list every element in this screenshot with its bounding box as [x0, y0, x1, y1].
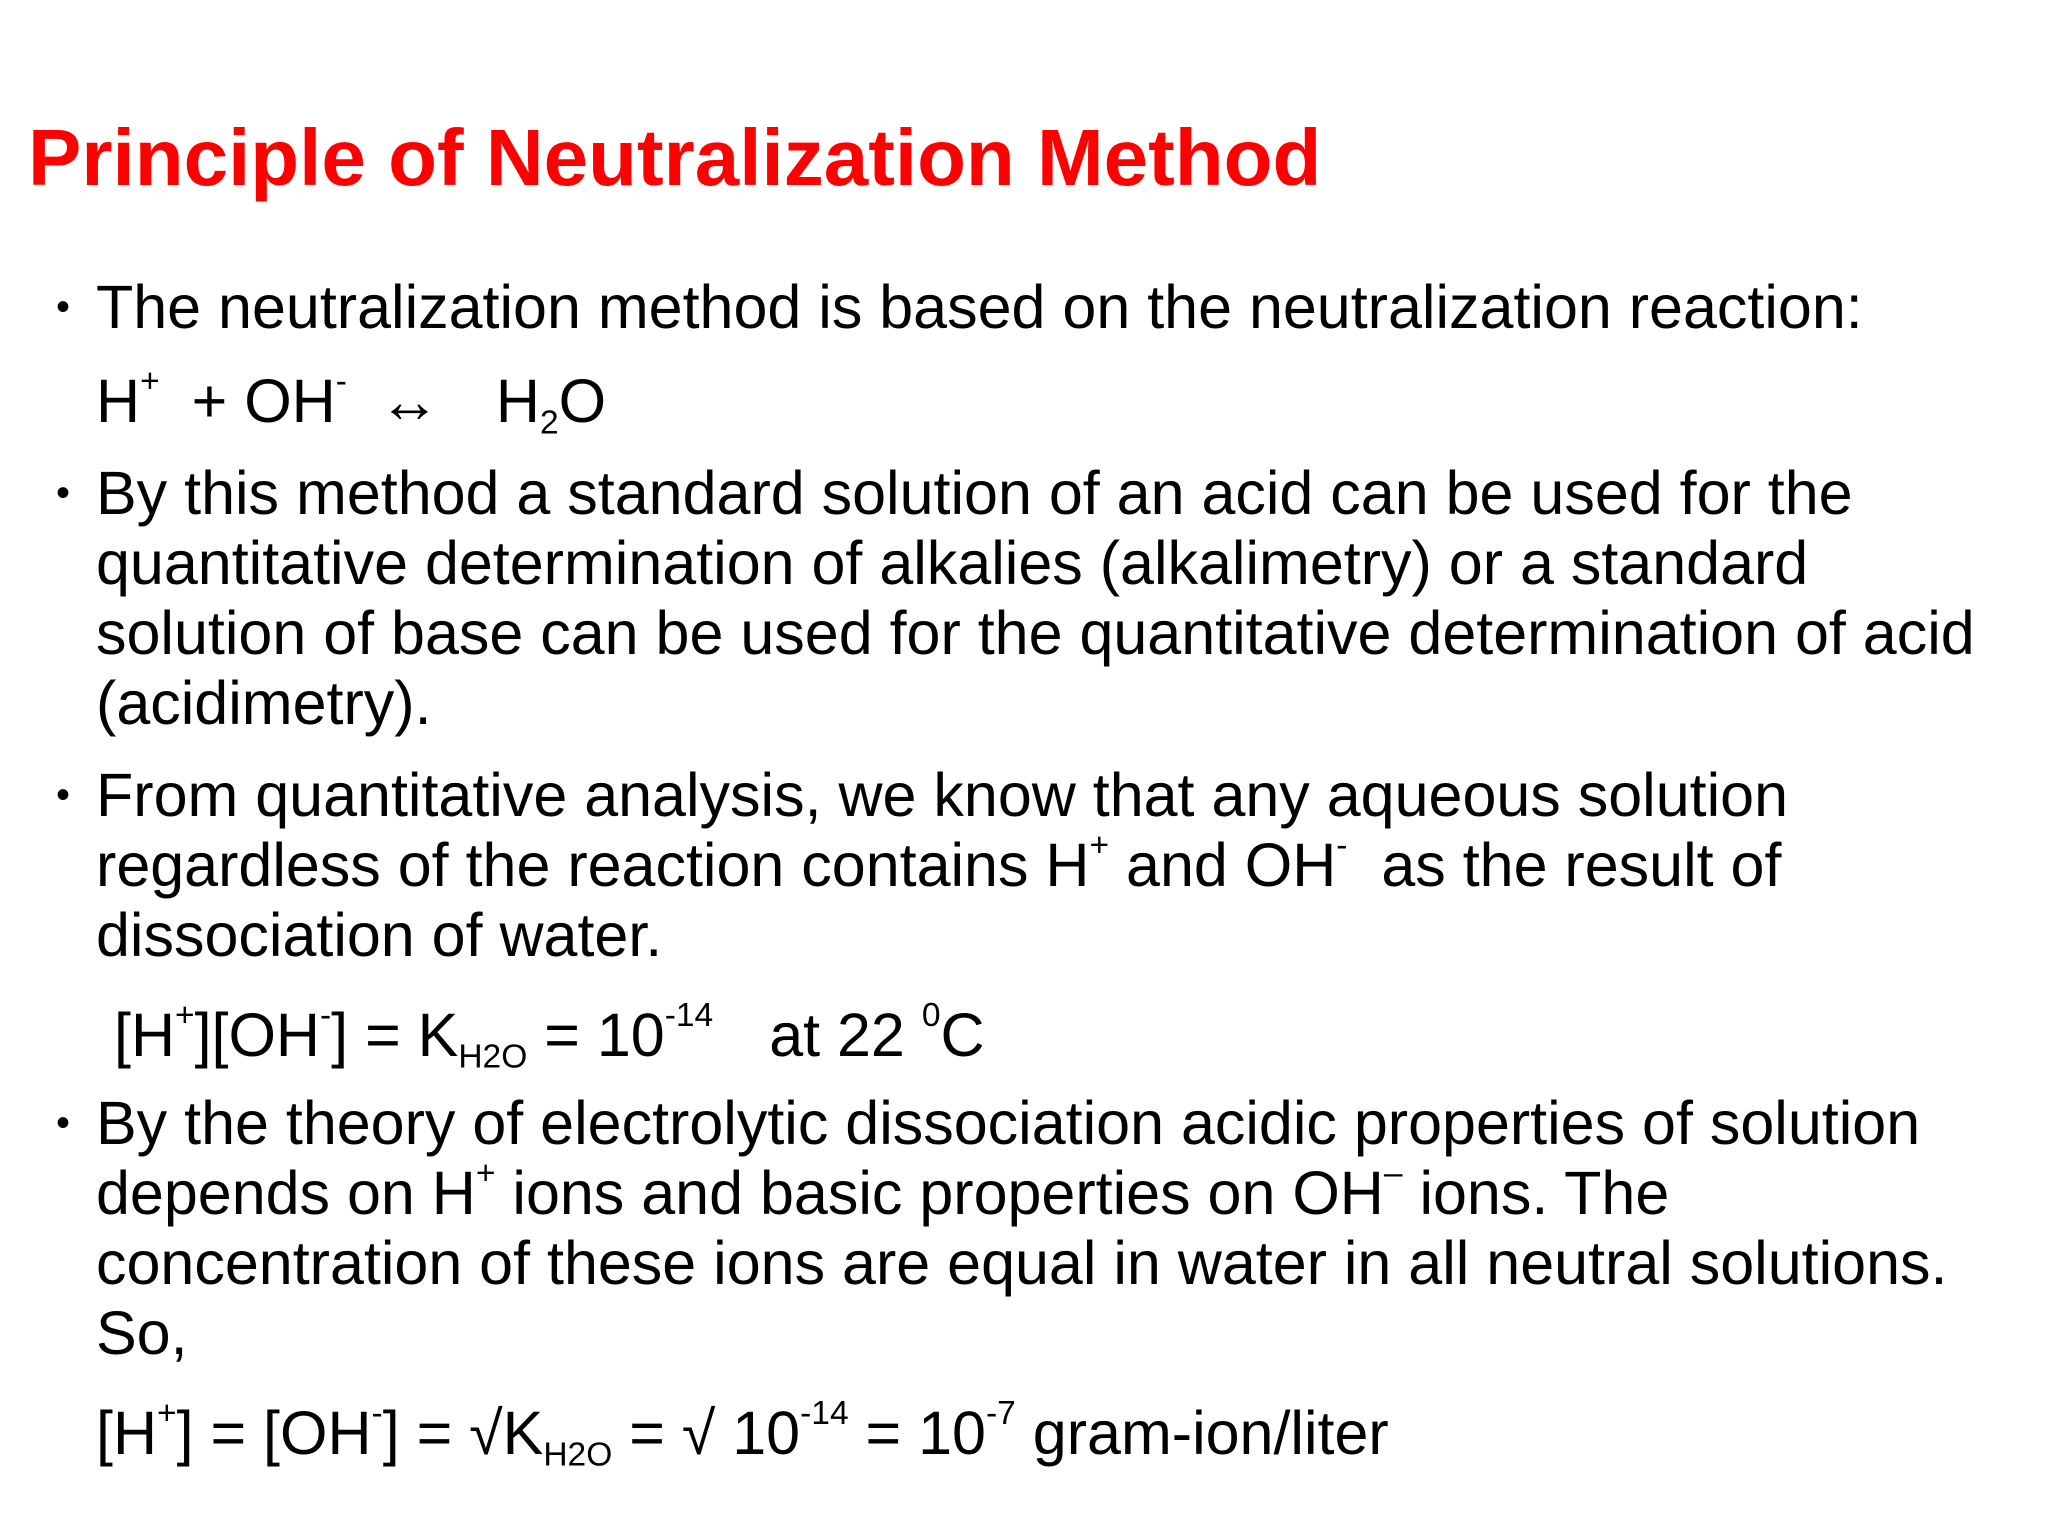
formula-sup: + — [157, 1394, 177, 1432]
superscript: - — [1336, 826, 1348, 864]
formula-sup: -14 — [800, 1394, 849, 1432]
formula-text: ] = K — [331, 1001, 459, 1069]
formula-sup: -14 — [664, 996, 714, 1034]
formula-text: = 10 — [848, 1399, 986, 1467]
bullet-standard-solution — [56, 458, 2016, 738]
arrow-symbol: ↔ — [378, 367, 440, 435]
formula-text: gram-ion/liter — [1015, 1399, 1389, 1467]
bullet-quantitative-analysis — [56, 760, 2016, 970]
bullet-dot: • — [56, 773, 71, 817]
bullet-text: ions and basic properties on OH — [495, 1159, 1384, 1227]
bullet-text: By the theory of electrolytic dissociation acidic properties of solution depends on H — [96, 1089, 1921, 1227]
formula-sub: 2 — [539, 404, 559, 442]
formula-text: ][OH — [194, 1001, 320, 1069]
slide-title: Principle of Neutralization Method — [28, 113, 1322, 202]
formula-water-ion-product — [56, 996, 2016, 1076]
formula-text: ] = [OH — [176, 1399, 372, 1467]
bullet-text: The neutralization method is based on the neutralization reaction: — [96, 273, 1863, 341]
bullet-electrolytic-dissociation — [56, 1088, 2016, 1368]
bullet-dot: • — [56, 471, 71, 515]
formula-text: + OH — [191, 367, 336, 435]
formula-text: O — [558, 367, 607, 435]
formula-text: [H — [114, 1001, 175, 1069]
bullet-neutralization-reaction — [56, 272, 2016, 342]
slide-content — [56, 272, 2016, 1474]
formula-sup: - — [371, 1394, 383, 1432]
formula-sub: H2O — [543, 1436, 613, 1474]
formula-text: ] = √K — [382, 1399, 544, 1467]
bullet-dot: • — [56, 1101, 71, 1145]
formula-text: H — [96, 367, 141, 435]
formula-text: = √ 10 — [612, 1399, 801, 1467]
superscript: + — [475, 1154, 496, 1192]
formula-ion-concentration — [56, 1394, 2016, 1474]
formula-sup: 0 — [921, 996, 941, 1034]
bullet-text: From quantitative analysis, we know that any aqueous solution regardless of the reaction contains H — [96, 761, 1789, 899]
formula-sup: - — [335, 362, 347, 400]
formula-text: = 10 — [527, 1001, 665, 1069]
formula-neutralization — [56, 362, 2016, 442]
bullet-text: By this method a standard solution of an acid can be used for the quantitative determination of alkalies (alkalimetry) or a standard solution of base can be used for the quantitative determination of acid (acidimetry). — [96, 459, 1975, 737]
superscript: – — [1383, 1154, 1403, 1192]
bullet-text: as the result of dissociation of water. — [96, 831, 1799, 969]
formula-text: H — [495, 367, 540, 435]
bullet-text: ions. The concentration of these ions are equal in water in all neutral solutions. So, — [96, 1159, 1948, 1367]
formula-text: C — [940, 1001, 985, 1069]
superscript: + — [1089, 826, 1110, 864]
formula-text: at 22 — [769, 1001, 922, 1069]
formula-sub: H2O — [458, 1038, 528, 1076]
formula-sup: + — [140, 362, 160, 400]
bullet-text: and OH — [1109, 831, 1337, 899]
formula-sup: - — [320, 996, 332, 1034]
formula-text: [H — [96, 1399, 157, 1467]
formula-sup: -7 — [985, 1394, 1016, 1432]
bullet-dot: • — [56, 285, 71, 329]
formula-sup: + — [175, 996, 195, 1034]
